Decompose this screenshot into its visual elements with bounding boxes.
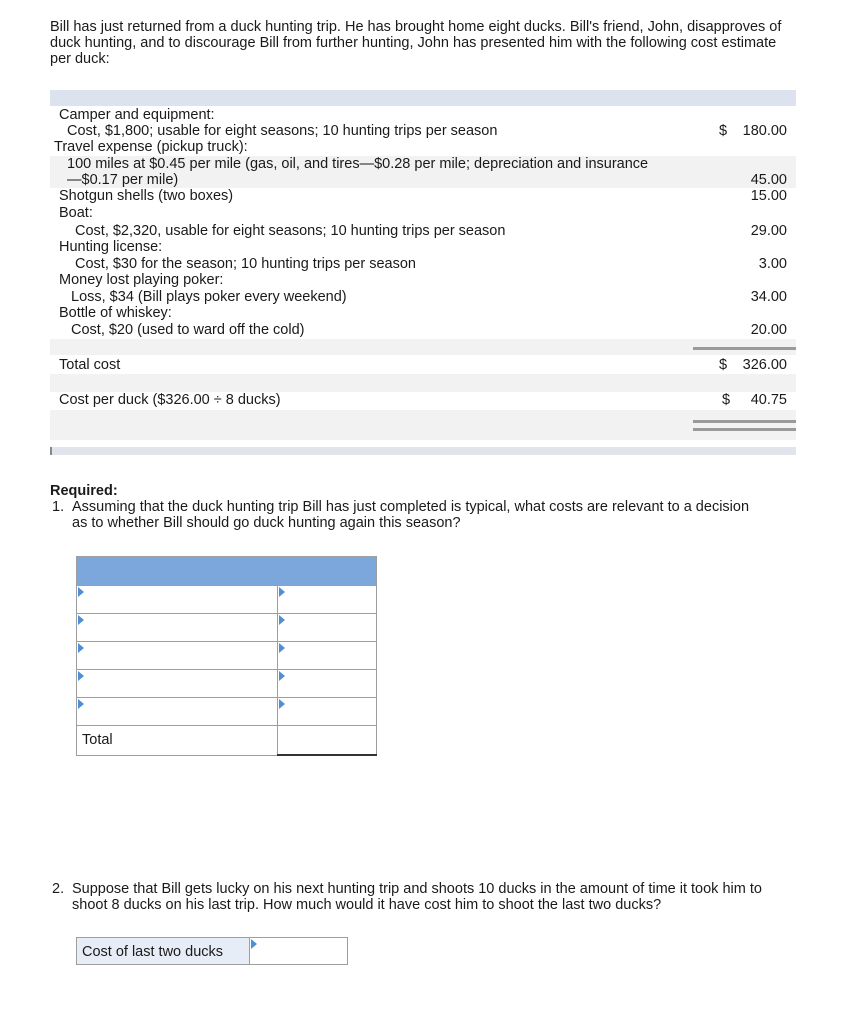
required-heading: Required: bbox=[50, 483, 118, 499]
boat-detail: Cost, $2,320, usable for eight seasons; 10 hunting trips per season bbox=[75, 223, 506, 239]
table-row bbox=[77, 586, 377, 614]
cost-item-dropdown[interactable] bbox=[77, 586, 278, 614]
total-cost-amount: 326.00 bbox=[742, 357, 787, 373]
total-label: Total bbox=[82, 732, 113, 748]
problem-intro: Bill has just returned from a duck hunting trip. He has brought home eight ducks. Bill's friend, John, disapproves of duck hunting, and to discourage Bill from further hunting, John has presented him with the following cost estimate per duck: bbox=[50, 19, 782, 67]
whiskey-detail: Cost, $20 (used to ward off the cold) bbox=[71, 322, 305, 338]
double-rule-bottom bbox=[693, 428, 796, 431]
dropdown-arrow-icon bbox=[78, 615, 84, 625]
dropdown-arrow-icon bbox=[279, 615, 285, 625]
license-amount: 3.00 bbox=[758, 256, 787, 272]
relevant-costs-answer-table bbox=[76, 556, 377, 756]
cost-amount-input[interactable] bbox=[278, 670, 377, 698]
cost-per-duck-dollar: $ bbox=[722, 392, 731, 408]
cost-of-last-two-ducks-field bbox=[76, 937, 348, 965]
header-cell bbox=[278, 557, 377, 586]
dropdown-arrow-icon bbox=[279, 699, 285, 709]
cost-item-dropdown[interactable] bbox=[77, 698, 278, 726]
cost-per-duck-label: Cost per duck ($326.00 ÷ 8 ducks) bbox=[59, 392, 281, 408]
cost-amount-input[interactable] bbox=[278, 614, 377, 642]
total-cost-label: Total cost bbox=[59, 357, 121, 373]
poker-detail: Loss, $34 (Bill plays poker every weekend) bbox=[71, 289, 347, 305]
total-amount-input[interactable] bbox=[278, 726, 377, 756]
dropdown-arrow-icon bbox=[78, 671, 84, 681]
whiskey-header: Bottle of whiskey: bbox=[59, 305, 172, 321]
cost-item-dropdown[interactable] bbox=[77, 670, 278, 698]
travel-amount: 45.00 bbox=[750, 172, 787, 188]
cost-item-dropdown[interactable] bbox=[77, 614, 278, 642]
total-label-cell bbox=[77, 726, 278, 756]
dropdown-arrow-icon bbox=[78, 699, 84, 709]
subtotal-rule bbox=[693, 347, 796, 350]
boat-amount: 29.00 bbox=[750, 223, 787, 239]
cost-per-duck-amount: 40.75 bbox=[750, 392, 787, 408]
license-detail: Cost, $30 for the season; 10 hunting trips per season bbox=[75, 256, 416, 272]
poker-header: Money lost playing poker: bbox=[59, 272, 224, 288]
dropdown-arrow-icon bbox=[279, 671, 285, 681]
cost-of-last-two-ducks-input[interactable] bbox=[250, 938, 347, 964]
header-cell bbox=[77, 557, 278, 586]
table-row bbox=[77, 670, 377, 698]
question-2-text: Suppose that Bill gets lucky on his next hunting trip and shoots 10 ducks in the amount of time it took him to shoot 8 ducks on his last trip. How much would it have cost him to shoot the last two ducks? bbox=[72, 881, 762, 913]
table-row bbox=[77, 614, 377, 642]
cost-amount-input[interactable] bbox=[278, 642, 377, 670]
travel-detail-line1: 100 miles at $0.45 per mile (gas, oil, and tires—$0.28 per mile; depreciation and insurance bbox=[67, 156, 649, 172]
camper-detail: Cost, $1,800; usable for eight seasons; 10 hunting trips per season bbox=[67, 123, 498, 139]
question-2 bbox=[50, 881, 790, 913]
dropdown-arrow-icon bbox=[279, 643, 285, 653]
cost-of-last-two-ducks-label: Cost of last two ducks bbox=[82, 944, 224, 960]
total-cost-dollar: $ bbox=[719, 357, 728, 373]
cost-of-last-two-ducks-label-cell bbox=[77, 938, 250, 964]
dropdown-arrow-icon bbox=[279, 587, 285, 597]
question-2-body bbox=[50, 881, 790, 913]
question-2-number: 2. bbox=[52, 881, 65, 897]
cost-estimate-table bbox=[50, 90, 796, 455]
camper-dollar: $ bbox=[719, 123, 728, 139]
spacer-row bbox=[50, 339, 796, 355]
table-row bbox=[77, 642, 377, 670]
spacer-row bbox=[50, 410, 796, 440]
poker-amount: 34.00 bbox=[750, 289, 787, 305]
table-header-bar bbox=[50, 90, 796, 106]
shells-amount: 15.00 bbox=[750, 188, 787, 204]
required-section bbox=[50, 483, 750, 531]
answer-table-header bbox=[77, 557, 377, 586]
cost-item-dropdown[interactable] bbox=[77, 642, 278, 670]
cost-amount-input[interactable] bbox=[278, 698, 377, 726]
table-footer-bar bbox=[50, 447, 796, 455]
question-1 bbox=[50, 499, 750, 531]
boat-header: Boat: bbox=[59, 205, 93, 221]
cost-amount-input[interactable] bbox=[278, 586, 377, 614]
license-header: Hunting license: bbox=[59, 239, 163, 255]
double-rule-top bbox=[693, 420, 796, 423]
travel-header: Travel expense (pickup truck): bbox=[54, 139, 248, 155]
whiskey-amount: 20.00 bbox=[750, 322, 787, 338]
camper-header: Camper and equipment: bbox=[59, 107, 215, 123]
dropdown-arrow-icon bbox=[78, 643, 84, 653]
question-1-number: 1. bbox=[52, 499, 65, 515]
question-1-text: Assuming that the duck hunting trip Bill has just completed is typical, what costs are relevant to a decision as to whether Bill should go duck hunting again this season? bbox=[72, 499, 750, 531]
table-row bbox=[77, 698, 377, 726]
row-travel-detail bbox=[50, 156, 796, 188]
shells-label: Shotgun shells (two boxes) bbox=[59, 188, 234, 204]
travel-detail-line2: —$0.17 per mile) bbox=[67, 172, 179, 188]
dropdown-arrow-icon bbox=[78, 587, 84, 597]
camper-amount: 180.00 bbox=[742, 123, 787, 139]
answer-total-row bbox=[77, 726, 377, 756]
spacer-row bbox=[50, 374, 796, 392]
